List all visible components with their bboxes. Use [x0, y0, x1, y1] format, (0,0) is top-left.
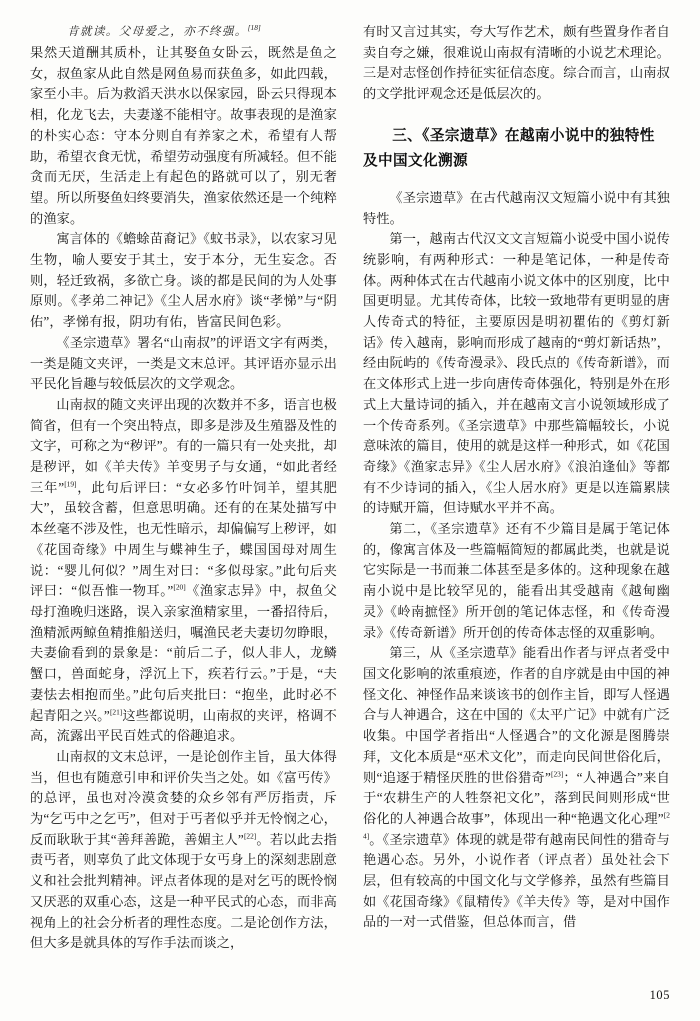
section-heading-block [363, 124, 670, 174]
paragraph-point-one: 第一，越南古代汉文文言短篇小说受中国小说传统影响，有两种形式：一种是笔记体，一种是传奇体。两种体式在古代越南小说文体中的区别度，比中国更明显。尤其传奇体，比较一致地带有更明显的唐人传奇式的特征，主要原因是明初瞿佑的《剪灯新话》传入越南，影响而形成了越南的“剪灯新话热”，经由阮屿的《传奇漫录》、段氏点的《传奇新谱》，而在文体形式上进一步向唐传奇体强化，特别是外在形式上大量诗词的插入，并在越南文言小说领域形成了一个传奇系列。《圣宗遗草》中那些篇幅较长，小说意味浓的篇目，使用的就是这样一种形式，如《花国奇缘》《渔家志异》《尘人居水府》《浪泊逢仙》等都有不少诗词的插入，《尘人居水府》更是以连篇累牍的诗赋开篇，但诗赋水平并不高。 [363, 231, 670, 516]
paragraph-fable-style: 寓言体的《蟾蜍苗裔记》《蚊书录》，以农家习见生物，喻人要安于其土，安于本分，无生妄念。否则，轻迁致祸，多欲亡身。谈的都是民间的为人处事原则。《孝弟二神记》《尘人居水府》谈“孝悌”与“阴佑”，孝悌有报，阴功有佑，皆富民间色彩。 [30, 231, 337, 330]
paragraph-point-three [363, 643, 670, 933]
text-after-fn20: 《渔家志异》中，叔鱼父母打渔晚归迷路，误入亲家渔精家里，一番招待后，渔精派两鲸鱼精推船送归，嘱渔民老夫妻切勿睁眼，夫妻偷看到的景象是：“前后二子，似人非人，龙鳞蟹口，兽面蛇身，浮沉上下，疾若行云。”于是，“夫妻怯去相抱而坐。”此句后夹批曰：“抱坐，此时必不起青阳之兴。” [30, 583, 338, 723]
text-after-fn24: 。《圣宗遗草》体现的就是带有越南民间性的猎奇与艳遇心态。另外，小说作者（评点者）虽处社会下层，但有较高的中国文化与文学修养，虽然有些篇目如《花国奇缘》《鼠精传》《羊夫传》等，是对中国作品的一对一式借鉴，但总体而言，借 [363, 831, 670, 930]
paragraph-point-two: 第二，《圣宗遗草》还有不少篇目是属于笔记体的，像寓言体及一些篇幅简短的都属此类，也就是说它实际是一书而兼二体甚至是多体的。这种现象在越南小说中是比较罕见的，能看出其受越南《越甸幽灵》《岭南摭怪》所开创的笔记体志怪，和《传奇漫录》《传奇新谱》所开创的传奇体志怪的双重影响。 [363, 521, 670, 640]
text-after-fn19: ，此句后评曰：“女必多竹叶饲羊，望其肥大”，虽较含蓄，但意思明确。还有的在某处描写中本丝毫不涉及性，也无性暗示，却偏偏写上秽评，如《花国奇缘》中周生与蝶神生子，蝶国国母对周生说：“婴儿何似？”周生对曰：“多似母家。”此句后夹评曰：“似吾惟一物耳。” [30, 479, 337, 599]
section-heading-line-2: 及中国文化溯源 [363, 152, 468, 169]
footnote-marker-19: [19] [64, 479, 77, 489]
left-column [30, 22, 337, 962]
paragraph-continued-from-left: 有时又言过其实，夸大写作艺术，颇有些置身作者自卖自夸之嫌，很难说山南叔有清晰的小说艺术理论。三是对志怪创作持征实征信态度。综合而言，山南叔的文学批评观念还是低层次的。 [363, 24, 670, 102]
paragraph-fish-story: 果然天道酬其质朴，让其娶鱼女卧云，既然是鱼之女，叔鱼家从此自然是网鱼易而获鱼多，如此四载，家至小丰。后为救滔天洪水以保家园，卧云只得现本相，化龙飞去，夫妻遂不能相守。故事表现的是渔家的朴实心态：守本分则自有养家之术，希望有人帮助，希望衣食无忧，希望劳动强度有所减轻。但不能贪而无厌，生活走上有起色的路就可以了，别无奢望。所以所娶鱼妇终要消失，渔家依然还是一个纯粹的渔家。 [30, 45, 337, 226]
page-body [30, 22, 670, 962]
footnote-marker-20: [20] [173, 582, 186, 592]
page-number: 105 [649, 988, 670, 1002]
footnote-marker-18: [18] [247, 23, 261, 33]
right-column [363, 22, 670, 962]
section-heading-line-1: 三、《圣宗遗草》在越南小说中的独特性 [392, 127, 655, 144]
paragraph-commentary-types: 《圣宗遗草》署名“山南叔”的评语文字有两类，一类是随文夹评，一类是文末总评。其评语亦显示出平民化旨趣与较低层次的文学观念。 [30, 334, 337, 392]
paragraph-interlinear-commentary [30, 395, 337, 747]
footnote-marker-22: [22] [243, 831, 257, 841]
text-before-fn23: 第三，从《圣宗遗草》能看出作者与评点者受中国文化影响的浓重痕迹，作者的自序就是由中国的神怪文化、神怪作品来谈该书的创作主旨，即写人怪遇合与人神遇合，这在中国的《太平广记》中就有广泛收集。中国学者指出“人怪遇合”的文化源是图腾崇拜，文化本质是“巫术文化”，而走向民间世俗化后，则“追逐于精怪厌胜的世俗猎奇” [363, 645, 670, 785]
paragraph-uniqueness-intro: 《圣宗遗草》在古代越南汉文短篇小说中有其独特性。 [363, 189, 670, 226]
paragraph-final-commentary [30, 747, 337, 954]
quote-text: 肯就读。父母爱之，亦不终强。 [67, 25, 248, 38]
text-after-fn22: 。若以此去指责丐者，则辜负了此文体现于女丐身上的深刻悲剧意义和社会批判精神。评点者体现的是对乞丐的既怜悯又厌恶的双重心态，这是一种平民式的心态，而非高视角上的社会分析者的理性态度。二是论创作方法，但大多是就具体的写作手法而谈之， [30, 831, 337, 951]
footnote-marker-24: [24] [363, 810, 670, 841]
block-quote-tail [30, 22, 337, 41]
text-before-fn22: 山南叔的文末总评，一是论创作主旨，虽大体得当，但也有随意引申和评价失当之处。如《富丐传》的总评，虽也对冷漠贪婪的众乡邻有严厉指责，斥为“乞丐中之乞丐”，但对于丐者似乎并无怜悯之心，反而耿耿于其“善拜善跪，善媚主人” [30, 748, 337, 847]
footnote-marker-23: [23] [551, 769, 564, 779]
text-mid-fn23: ；“人神遇合”来自于“农耕生产的人牲祭祀文化”，落到民间则形成“世俗化的人神遇合故事”，体现出一种“艳遇文化心理” [363, 769, 670, 826]
text-before-fn19: 山南叔的随文夹评出现的次数并不多，语言也极简省，但有一个突出特点，即多是涉及生殖器及性的文字，可称之为“秽评”。有的一篇只有一处夹批，却是秽评，如《羊夫传》羊变男子与女通，“如此者经三年” [30, 396, 337, 495]
footnote-marker-21: [21] [109, 707, 123, 717]
text-after-fn21: 这些都说明，山南叔的夹评，格调不高，流露出平民百姓式的俗趣追求。 [30, 707, 337, 744]
